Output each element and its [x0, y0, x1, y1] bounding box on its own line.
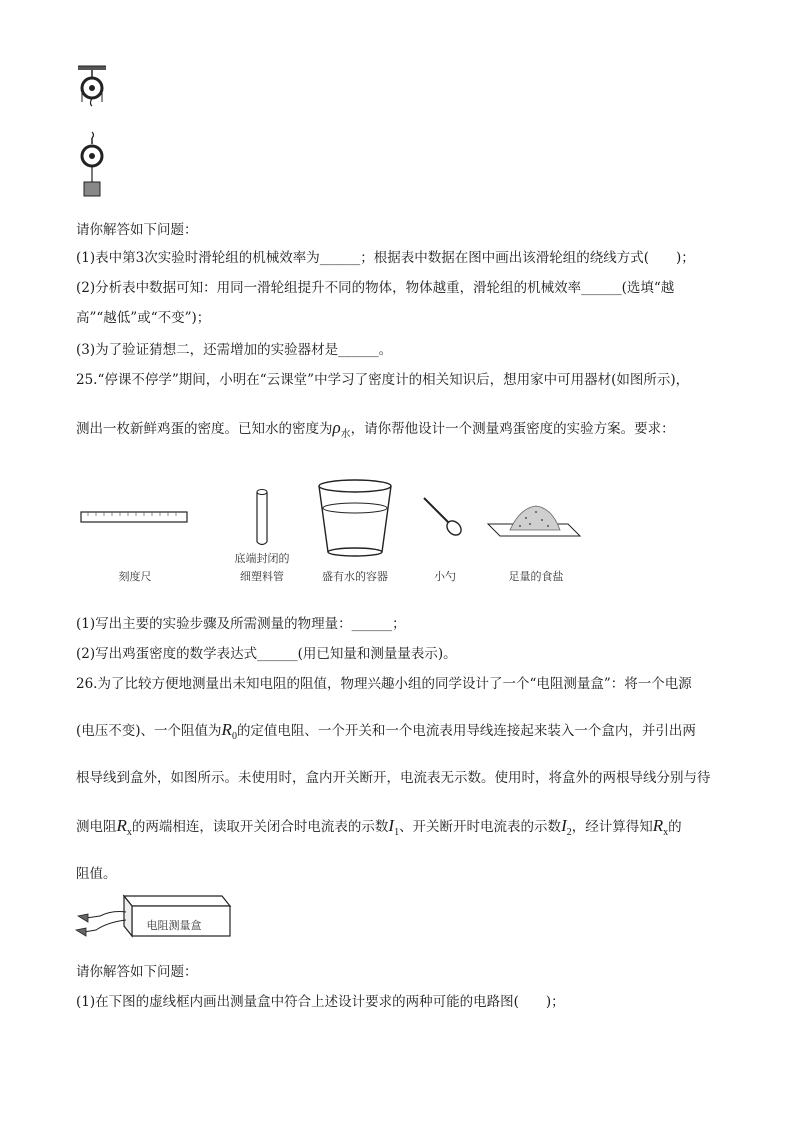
question-26-line-3: 根导线到盒外，如图所示。未使用时，盒内开关断开，电流表无示数。使用时，将盒外的两根导线分别与待	[76, 770, 711, 786]
box-label: 电阻测量盒	[146, 919, 202, 932]
pulley-figure-top	[76, 64, 112, 112]
tube-caption-line-2: 细塑料管	[240, 570, 284, 583]
question-25-line-2: 测出一枚新鲜鸡蛋的密度。已知水的密度为$\rho_水$，请你帮他设计一个测量鸡蛋密度的实验方案。要求：	[76, 418, 675, 440]
question-26-prompt: 请你解答如下问题：	[76, 964, 198, 980]
salt-caption: 足量的食盐	[508, 570, 564, 583]
question-26-line-2: (电压不变)、一个阻值为$R_0$的定值电阻、一个开关和一个电流表用导线连接起来装入一个盒内，并引出两	[76, 720, 696, 742]
question-24-part-3: (3)为了验证猜想二，还需增加的实验器材是______。	[76, 342, 393, 358]
question-26-intro: 26.为了比较方便地测量出未知电阻的阻值，物理兴趣小组的同学设计了一个“电阻测量盒”：将一个电源	[76, 676, 692, 692]
ruler-figure	[80, 508, 190, 528]
rx-symbol-2: $R_x$	[652, 816, 669, 838]
tube-caption-line-1: 底端封闭的	[234, 552, 290, 565]
salt-figure	[486, 500, 582, 540]
question-24-part-2: (2)分析表中数据可知：用同一滑轮组提升不同的物体，物体越重，滑轮组的机械效率______(选填“越	[76, 280, 675, 296]
water-container-figure	[314, 478, 396, 558]
rx-symbol: $R_x$	[116, 816, 132, 838]
question-26-part-1: (1)在下图的虚线框内画出测量盒中符合上述设计要求的两种可能的电路图( )；	[76, 994, 565, 1010]
container-caption: 盛有水的容器	[322, 570, 388, 583]
question-25-part-2: (2)写出鸡蛋密度的数学表达式______(用已知量和测量量表示)。	[76, 646, 457, 662]
question-26-line-5: 阻值。	[76, 866, 117, 882]
question-24-part-1: (1)表中第3次实验时滑轮组的机械效率为______；根据表中数据在图中画出该滑轮组的绕线方式( )；	[76, 250, 695, 266]
question-prompt-1: 请你解答如下问题：	[76, 222, 198, 238]
spoon-caption: 小勺	[434, 570, 456, 583]
i1-symbol: $I_1$	[388, 816, 400, 838]
ruler-caption: 刻度尺	[118, 570, 152, 583]
rho-water-symbol: $\rho_水$	[332, 418, 351, 440]
plastic-tube-figure	[252, 488, 272, 548]
question-25-part-1: (1)写出主要的实验步骤及所需测量的物理量：______；	[76, 616, 406, 632]
question-26-line-4: 测电阻$R_x$的两端相连，读取开关闭合时电流表的示数$I_1$、开关断开时电流表的示数$I_2$，经计算得知$R_x$的	[76, 816, 682, 838]
spoon-figure	[420, 494, 466, 540]
question-25-intro: 25.“停课不停学”期间，小明在“云课堂”中学习了密度计的相关知识后，想用家中可用器材(如图所示)，	[76, 372, 690, 388]
i2-symbol: $I_2$	[561, 816, 572, 838]
r0-symbol: $R_0$	[221, 720, 237, 742]
resistance-box-figure	[74, 890, 234, 942]
question-24-part-2-cont: 高”“越低”或“不变”)；	[76, 310, 211, 326]
pulley-figure-bottom	[76, 130, 112, 202]
